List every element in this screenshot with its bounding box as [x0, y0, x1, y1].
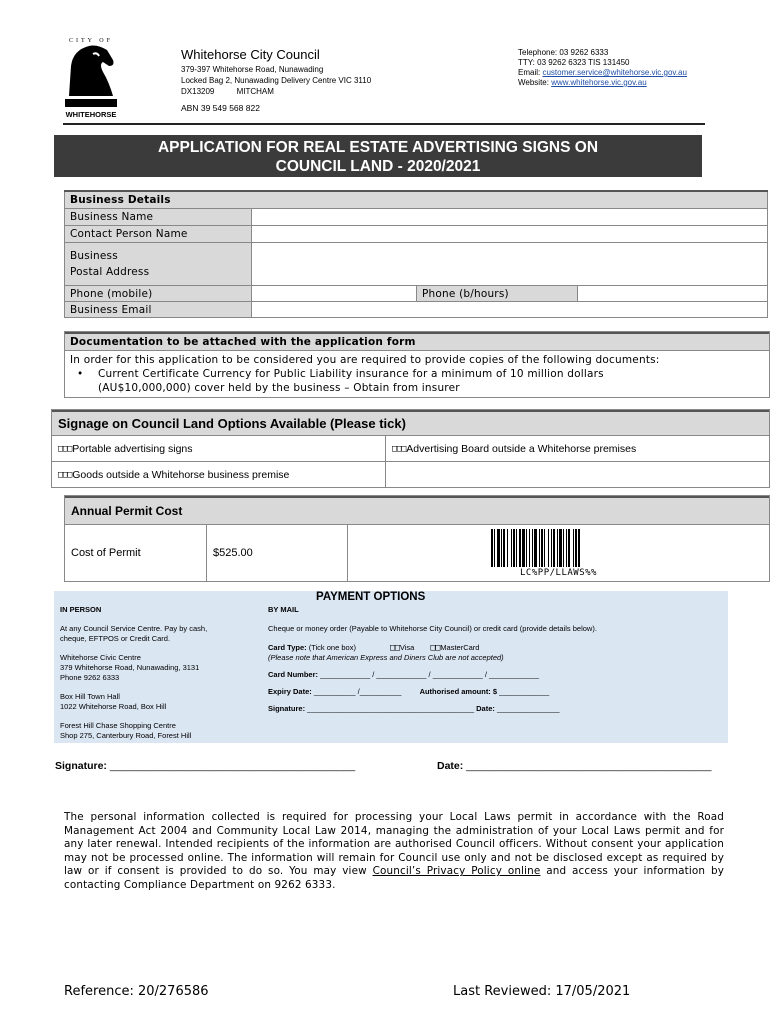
contact-block: [518, 48, 687, 88]
contact-name-label: Contact Person Name: [65, 226, 252, 243]
business-email-label: Business Email: [65, 302, 252, 318]
date-field[interactable]: Date: __________________________________________: [437, 760, 712, 772]
documentation-heading: Documentation to be attached with the application form: [65, 332, 769, 351]
barcode-bar: [516, 529, 517, 567]
checkbox-icon[interactable]: □□□: [58, 443, 72, 454]
tty: TTY: 03 9262 6323 TIS 131450: [518, 58, 630, 67]
barcode-bar: [507, 529, 508, 567]
empty-cell: [386, 462, 398, 487]
telephone: Telephone: 03 9262 6333: [518, 48, 609, 57]
barcode-bar: [551, 529, 552, 567]
signature-field[interactable]: Signature: __________________________________________: [55, 760, 356, 772]
signage-heading: Signage on Council Land Options Available (Please tick): [52, 410, 769, 436]
documentation-section: [64, 331, 770, 398]
option-goods-outside[interactable]: □□□ Goods outside a Whitehorse business premise: [52, 462, 386, 487]
business-details-heading: Business Details: [65, 191, 768, 209]
barcode-bar: [494, 529, 495, 567]
barcode-bar: [544, 529, 545, 567]
header-divider: [63, 123, 705, 125]
business-name-label: Business Name: [65, 209, 252, 226]
barcode-bar: [503, 529, 505, 567]
abn: ABN 39 549 568 822: [181, 103, 260, 113]
logo-top-text: CITY OF: [69, 38, 113, 44]
barcode-bar: [526, 529, 527, 567]
payment-signature-row[interactable]: Signature: ________________________________________ Date: _______________: [268, 704, 560, 713]
by-mail-heading: BY MAIL: [268, 605, 299, 614]
barcode-bar: [559, 529, 562, 567]
barcode-bar: [573, 529, 574, 567]
barcode-bar: [563, 529, 564, 567]
barcode-bar: [557, 529, 558, 567]
permit-cost-section: [64, 495, 770, 582]
privacy-policy-link[interactable]: Council’s Privacy Policy online: [372, 865, 541, 878]
business-email-field[interactable]: [252, 302, 768, 318]
logo-bottom-text: WHITEHORSE: [65, 110, 117, 119]
form-title: APPLICATION FOR REAL ESTATE ADVERTISING SIGNS ON COUNCIL LAND - 2020/2021: [54, 135, 702, 177]
phone-mobile-label: Phone (mobile): [65, 286, 252, 302]
barcode-bar: [532, 529, 533, 567]
in-person-column: IN PERSON At any Council Service Centre. Pay by cash, cheque, EFTPOS or Credit Card. Whitehorse Civic Centre 379 Whitehorse Road, Nunawading, 3131 Phone 9262 6333 Box Hill Town Hall 1022 Whitehorse Road, Box Hill Forest Hill Chase Shopping Centre Shop 275, Canterbury Road, Forest Hill: [60, 605, 208, 740]
website-row: Website: www.whitehorse.vic.gov.au: [518, 78, 647, 87]
option-portable-signs[interactable]: □□□ Portable advertising signs: [52, 436, 386, 461]
documentation-intro: In order for this application to be considered you are required to provide copies of the following documents:: [70, 354, 660, 366]
permit-heading: Annual Permit Cost: [65, 496, 769, 525]
barcode-bar: [539, 529, 540, 567]
payment-options-section: [54, 591, 728, 743]
barcode-bar: [568, 529, 570, 567]
barcode-bar: [511, 529, 512, 567]
email-row: Email: customer.service@whitehorse.vic.gov.au: [518, 68, 687, 77]
postal-address-field[interactable]: [252, 243, 768, 286]
address-line: Locked Bag 2, Nunawading Delivery Centre VIC 3110: [181, 76, 372, 85]
checkbox-icon[interactable]: □□□: [58, 469, 72, 480]
payment-title: PAYMENT OPTIONS: [316, 591, 426, 603]
phone-bhours-field[interactable]: [578, 286, 768, 302]
email-link[interactable]: customer.service@whitehorse.vic.gov.au: [542, 68, 687, 77]
documentation-bullet: • Current Certificate Currency for Public Liability insurance for a minimum of 10 million dollars (AU$10,000,000) cover held by the business – Obtain from insurer: [70, 367, 764, 395]
address-line: DX13209 MITCHAM: [181, 87, 274, 96]
contact-name-field[interactable]: [252, 226, 768, 243]
barcode-bar: [575, 529, 577, 567]
barcode-bar: [566, 529, 567, 567]
cost-of-permit-value: $525.00: [207, 525, 348, 581]
barcode-bar: [578, 529, 580, 567]
phone-mobile-field[interactable]: [252, 286, 417, 302]
barcode-bar: [529, 529, 530, 567]
barcode-bar: [491, 529, 493, 567]
barcode-bar: [534, 529, 537, 567]
phone-bhours-label: Phone (b/hours): [417, 286, 578, 302]
privacy-statement: The personal information collected is required for processing your Local Laws permit in accordance with the Road Management Act 2004 and Community Local Law 2014, managing the administration of your Local Laws permit and for any later renewal. Intended recipients of the information are authorised Council officers. Without consent your application may not be processed online. The information will remain for Council use only and not be disclosed except as required by law or if consent is provided to do so. You may view Council’s Privacy Policy online and access your information by contacting Compliance Department on 9262 6333.: [64, 811, 725, 891]
barcode-bar: [513, 529, 515, 567]
barcode-bar: [522, 529, 525, 567]
in-person-heading: IN PERSON: [60, 605, 102, 614]
barcode-bar: [541, 529, 543, 567]
cost-of-permit-label: Cost of Permit: [65, 525, 207, 581]
signage-options-section: [51, 409, 770, 488]
barcode-bar: [501, 529, 502, 567]
barcode-bar: [553, 529, 555, 567]
barcode-icon: [489, 529, 629, 567]
checkbox-icon[interactable]: □□□: [392, 443, 406, 454]
by-mail-column: BY MAIL Cheque or money order (Payable to Whitehorse City Council) or credit card (provide details below). Card Type: (Tick one box) □□Visa □□MasterCard (Please note that American Express and Diners Club are not accepted) Card Number: ____________ / ____________ / ____________ / ____________ Expiry Date: __________ /__________ Authorised amount: $ ____________ Signature: ________________________________________ Date: _______________: [268, 605, 723, 714]
barcode-bar: [519, 529, 521, 567]
expiry-row[interactable]: Expiry Date: __________ /__________ Authorised amount: $ ____________: [268, 687, 550, 696]
card-type-row: Card Type: (Tick one box) □□Visa □□MasterCard: [268, 643, 480, 653]
postal-address-label: Business Postal Address: [65, 243, 252, 286]
barcode-bar: [548, 529, 549, 567]
visa-checkbox[interactable]: □□: [390, 643, 399, 653]
council-name: Whitehorse City Council: [181, 47, 320, 62]
address-line: 379-397 Whitehorse Road, Nunawading: [181, 65, 324, 74]
website-link[interactable]: www.whitehorse.vic.gov.au: [551, 78, 647, 87]
card-number-row[interactable]: Card Number: ____________ / ____________ / ____________ / ____________: [268, 670, 540, 679]
barcode-text: LC%PP/LLAWS%%: [520, 567, 597, 578]
business-details-table: [64, 190, 768, 318]
business-name-field[interactable]: [252, 209, 768, 226]
barcode: [348, 525, 769, 581]
reference-number: Reference: 20/276586: [64, 984, 209, 999]
council-logo: [63, 36, 119, 120]
barcode-bar: [497, 529, 500, 567]
option-advertising-board[interactable]: □□□ Advertising Board outside a Whitehorse premises: [392, 442, 637, 455]
council-address: [181, 64, 371, 97]
mastercard-checkbox[interactable]: □□: [430, 643, 440, 653]
last-reviewed: Last Reviewed: 17/05/2021: [453, 984, 631, 999]
